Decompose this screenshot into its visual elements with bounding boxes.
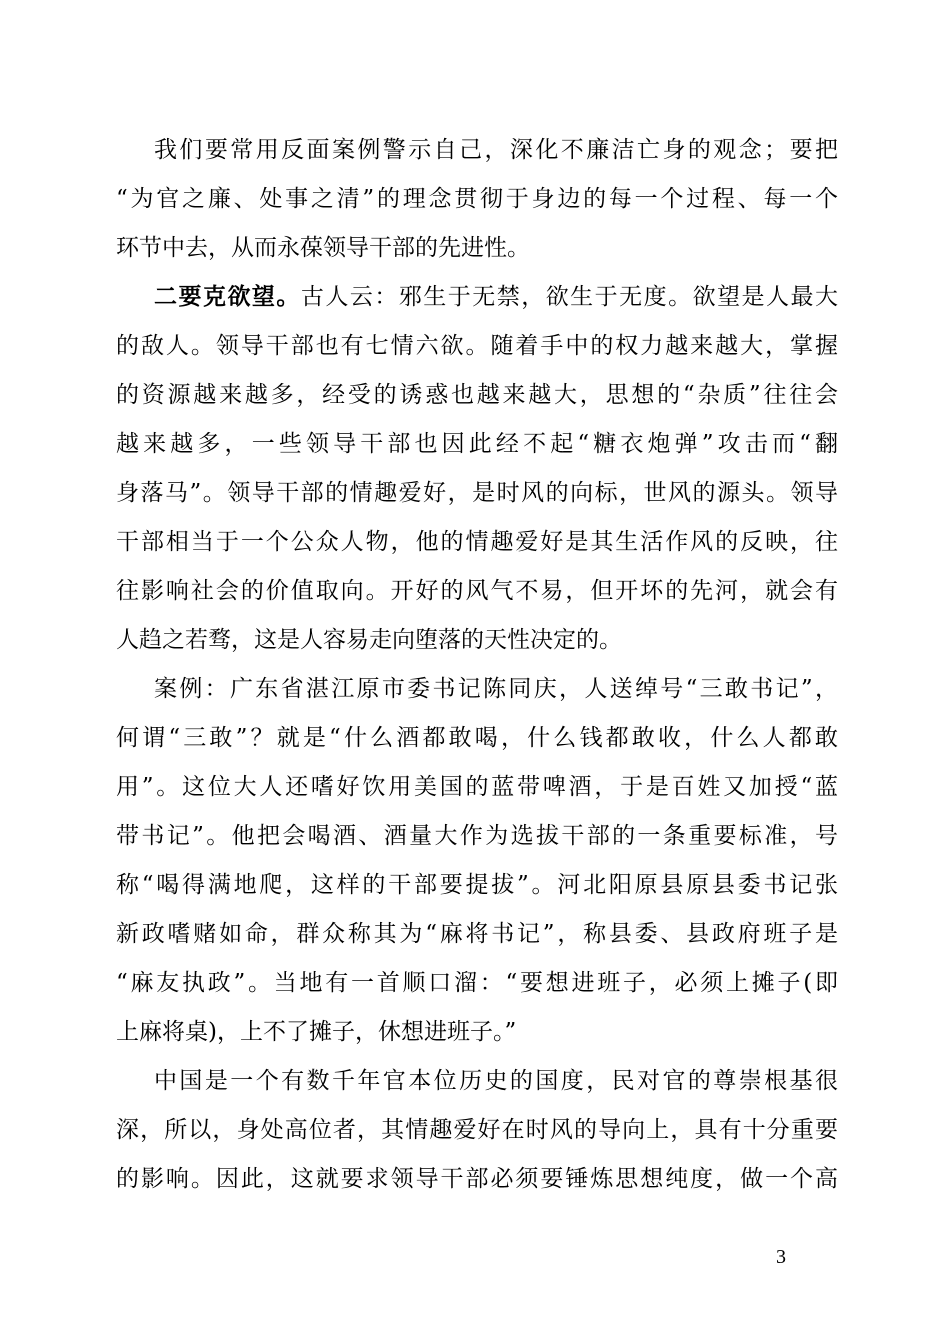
text-line: 的影响。因此，这就要求领导干部必须要锤炼思想纯度，做一个高 <box>116 1166 838 1192</box>
text-line: 中国是一个有数千年官本位历史的国度，民对官的尊崇根基很 <box>154 1068 838 1094</box>
text-line: 的敌人。领导干部也有七情六欲。随着手中的权力越来越大，掌握 <box>116 333 838 359</box>
text-line: “麻友执政”。当地有一首顺口溜：“要想进班子，必须上摊子(即 <box>116 970 838 996</box>
text-line: 称“喝得满地爬，这样的干部要提拔”。河北阳原县原县委书记张 <box>116 872 838 898</box>
text-line: 上麻将桌)，上不了摊子，休想进班子。” <box>116 1019 517 1045</box>
text-line: “为官之廉、处事之清”的理念贯彻于身边的每一个过程、每一个 <box>116 186 838 212</box>
text-line: 干部相当于一个公众人物，他的情趣爱好是其生活作风的反映，往 <box>116 529 838 555</box>
text-line: 往影响社会的价值取向。开好的风气不易，但开坏的先河，就会有 <box>116 578 838 604</box>
text-line: 环节中去，从而永葆领导干部的先进性。 <box>116 235 530 261</box>
section-heading: 二要克欲望。 <box>154 283 301 310</box>
text-line: 用”。这位大人还嗜好饮用美国的蓝带啤酒，于是百姓又加授“蓝 <box>116 774 838 800</box>
text-line: 新政嗜赌如命，群众称其为“麻将书记”，称县委、县政府班子是 <box>116 921 838 947</box>
text-run: 古人云：邪生于无禁，欲生于无度。欲望是人最大 <box>300 284 839 310</box>
text-line: 带书记”。他把会喝酒、酒量大作为选拔干部的一条重要标准，号 <box>116 823 838 849</box>
text-line: 何谓“三敢”？就是“什么酒都敢喝，什么钱都敢收，什么人都敢 <box>116 725 838 751</box>
text-line: 越来越多，一些领导干部也因此经不起“糖衣炮弹”攻击而“翻 <box>116 431 838 457</box>
page-number: 3 <box>776 1246 786 1268</box>
text-line: 人趋之若骛，这是人容易走向堕落的天性决定的。 <box>116 627 622 653</box>
text-line: 的资源越来越多，经受的诱惑也越来越大，思想的“杂质”往往会 <box>116 382 838 408</box>
text-line: 案例：广东省湛江原市委书记陈同庆，人送绰号“三敢书记”， <box>154 676 838 702</box>
text-line: 我们要常用反面案例警示自己，深化不廉洁亡身的观念；要把 <box>154 137 838 163</box>
text-line: 深，所以，身处高位者，其情趣爱好在时风的导向上，具有十分重要 <box>116 1117 838 1143</box>
text-line <box>154 281 838 313</box>
text-line: 身落马”。领导干部的情趣爱好，是时风的向标，世风的源头。领导 <box>116 480 838 506</box>
